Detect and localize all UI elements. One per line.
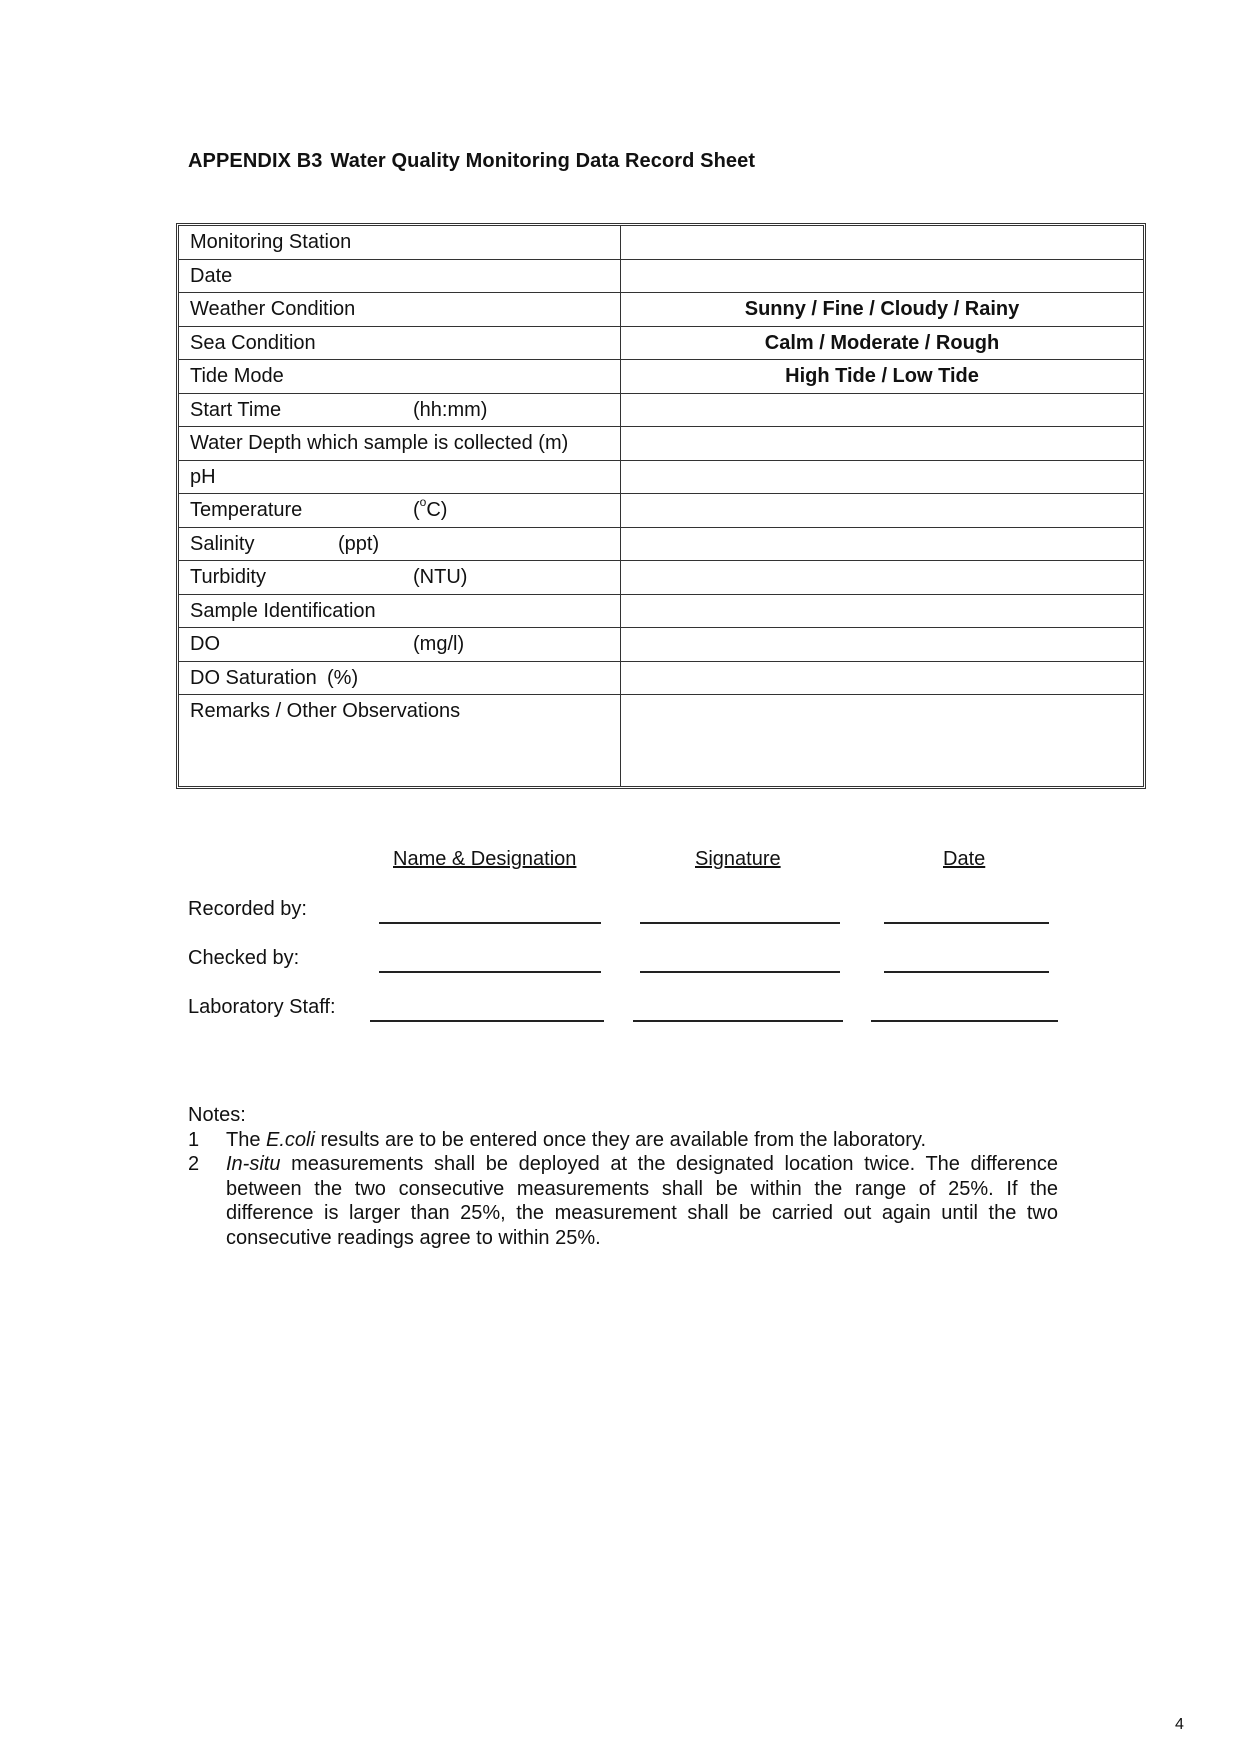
field-label-column (179, 226, 621, 786)
field-value-column (621, 226, 1143, 786)
value-cell[interactable] (621, 461, 1143, 495)
note-item (188, 1128, 1058, 1153)
field-label: Remarks / Other Observations (190, 700, 461, 722)
table-row (179, 360, 620, 394)
value-cell[interactable]: Calm / Moderate / Rough (621, 327, 1143, 361)
field-label: DO (190, 633, 220, 655)
value-cell[interactable] (621, 662, 1143, 696)
value-cell[interactable] (621, 260, 1143, 294)
note-text: In-situ measurements shall be deployed at the designated location twice. The difference between the two consecutive measurements shall be within the range of 25%. If the difference is larger than 25%, the measurement shall be carried out again until the two consecutive readings agree to within 25%. (226, 1153, 1058, 1249)
title-main: Water Quality Monitoring Data Record Sheet (330, 150, 756, 172)
value-cell[interactable] (621, 528, 1143, 562)
remarks-value-cell[interactable] (621, 695, 1143, 784)
note-number: 2 (188, 1153, 200, 1175)
field-unit: (%) (327, 666, 359, 689)
field-label: Start Time (190, 398, 282, 421)
field-label: Tide Mode (190, 365, 284, 387)
field-unit: ($^o$C) (413, 495, 448, 521)
signoff-header-name: Name & Designation (393, 848, 577, 870)
checked-by-label: Checked by: (188, 947, 300, 969)
signoff-header-date: Date (943, 848, 986, 870)
page-title (188, 150, 755, 173)
field-label: pH (190, 465, 216, 488)
note-text: The E.coli results are to be entered once they are available from the laboratory. (226, 1128, 927, 1151)
title-prefix: APPENDIX B3 (188, 150, 323, 172)
field-unit: (mg/l) (413, 633, 465, 655)
data-record-table (176, 223, 1146, 789)
field-label: Sea Condition (190, 331, 316, 354)
recorded-by-label: Recorded by: (188, 898, 307, 920)
notes-heading: Notes: (188, 1104, 246, 1126)
table-row (179, 662, 620, 696)
table-row (179, 561, 620, 595)
value-cell[interactable] (621, 427, 1143, 461)
field-label: Temperature (190, 499, 303, 521)
page-number: 4 (1175, 1716, 1184, 1733)
field-label: Salinity (190, 532, 255, 555)
value-cell[interactable] (621, 561, 1143, 595)
table-row (179, 394, 620, 428)
value-cell[interactable]: High Tide / Low Tide (621, 360, 1143, 394)
field-label: Water Depth which sample is collected (m) (190, 432, 569, 454)
laboratory-staff-signature-line[interactable] (633, 1020, 843, 1022)
table-row (179, 293, 620, 327)
field-label: Monitoring Station (190, 231, 352, 253)
note-item (188, 1152, 1058, 1250)
value-cell[interactable] (621, 595, 1143, 629)
table-row (179, 595, 620, 629)
recorded-by-signature-line[interactable] (640, 922, 840, 924)
table-row (179, 695, 620, 784)
table-row (179, 327, 620, 361)
checked-by-date-line[interactable] (884, 971, 1049, 973)
table-row (179, 260, 620, 294)
value-cell[interactable] (621, 494, 1143, 528)
recorded-by-name-line[interactable] (379, 922, 601, 924)
signoff-header-signature: Signature (695, 848, 781, 870)
value-cell[interactable]: Sunny / Fine / Cloudy / Rainy (621, 293, 1143, 327)
table-row (179, 226, 620, 260)
field-unit: (ppt) (338, 532, 380, 555)
field-label: Sample Identification (190, 599, 376, 622)
field-label: Turbidity (190, 566, 266, 588)
value-cell[interactable] (621, 226, 1143, 260)
value-cell[interactable] (621, 628, 1143, 662)
field-label: DO Saturation (190, 666, 317, 689)
table-row (179, 628, 620, 662)
checked-by-signature-line[interactable] (640, 971, 840, 973)
laboratory-staff-date-line[interactable] (871, 1020, 1058, 1022)
table-row (179, 461, 620, 495)
field-unit: (NTU) (413, 566, 468, 588)
notes-section (188, 1103, 1058, 1250)
field-unit: (hh:mm) (413, 398, 488, 421)
table-row (179, 528, 620, 562)
value-cell[interactable] (621, 394, 1143, 428)
recorded-by-date-line[interactable] (884, 922, 1049, 924)
field-label: Date (190, 264, 233, 287)
note-number: 1 (188, 1128, 200, 1151)
table-row (179, 427, 620, 461)
laboratory-staff-name-line[interactable] (370, 1020, 604, 1022)
field-label: Weather Condition (190, 298, 356, 320)
table-row (179, 494, 620, 528)
laboratory-staff-label: Laboratory Staff: (188, 996, 336, 1018)
checked-by-name-line[interactable] (379, 971, 601, 973)
